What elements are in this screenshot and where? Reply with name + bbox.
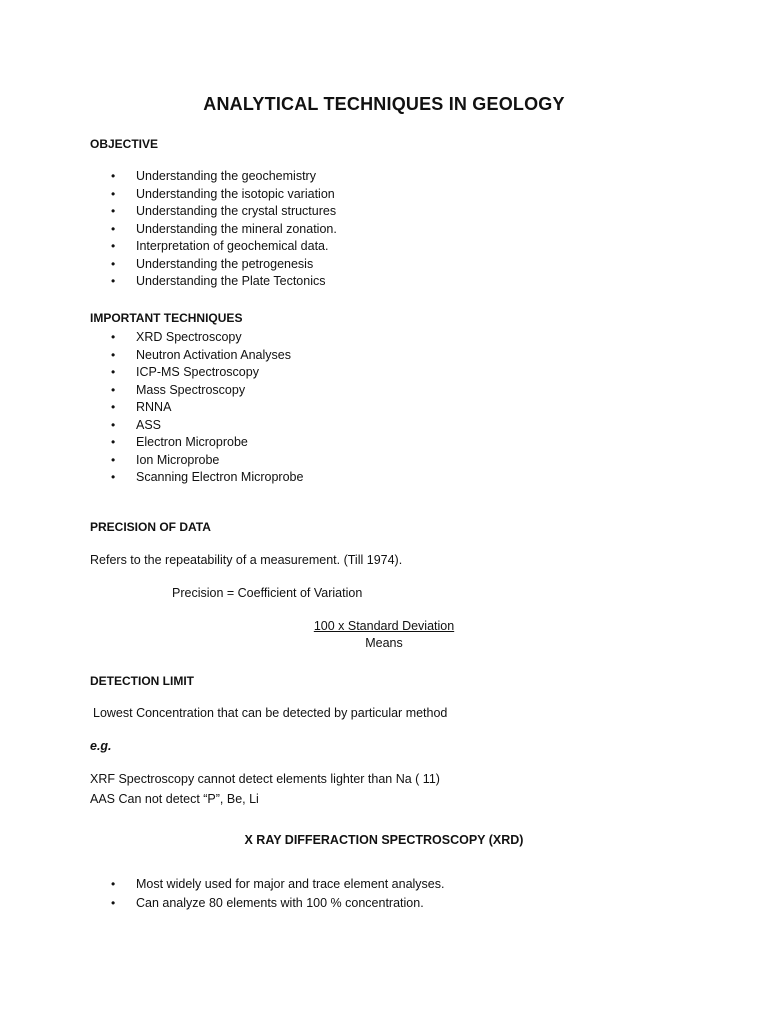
list-item: • Understanding the mineral zonation. bbox=[0, 221, 337, 239]
list-item: • ICP-MS Spectroscopy bbox=[0, 364, 303, 382]
bullet-icon: • bbox=[111, 169, 116, 183]
bullet-icon: • bbox=[111, 877, 116, 891]
example-line-1: XRF Spectroscopy cannot detect elements lighter than Na ( 11) bbox=[90, 772, 440, 786]
bullet-icon: • bbox=[111, 896, 116, 910]
list-item: • ASS bbox=[0, 417, 303, 435]
example-label: e.g. bbox=[90, 739, 112, 753]
techniques-list bbox=[0, 329, 303, 487]
bullet-icon: • bbox=[111, 330, 116, 344]
objective-heading: OBJECTIVE bbox=[90, 137, 159, 151]
list-item: • Understanding the crystal structures bbox=[0, 203, 337, 221]
bullet-icon: • bbox=[111, 186, 116, 201]
bullet-icon: • bbox=[111, 204, 116, 218]
techniques-heading: IMPORTANT TECHNIQUES bbox=[90, 311, 243, 325]
detection-heading: DETECTION LIMIT bbox=[90, 674, 194, 688]
bullet-icon: • bbox=[111, 417, 116, 432]
bullet-icon: • bbox=[111, 239, 116, 253]
precision-definition: Refers to the repeatability of a measurement. (Till 1974). bbox=[90, 553, 403, 567]
bullet-icon: • bbox=[111, 382, 116, 397]
detection-definition: Lowest Concentration that can be detected by particular method bbox=[93, 706, 448, 720]
list-item: • RNNA bbox=[0, 399, 303, 417]
xrd-heading: X RAY DIFFERACTION SPECTROSCOPY (XRD) bbox=[244, 833, 524, 847]
document-title: ANALYTICAL TECHNIQUES IN GEOLOGY bbox=[203, 94, 565, 114]
list-item: • Scanning Electron Microprobe bbox=[0, 469, 303, 487]
bullet-icon: • bbox=[111, 452, 116, 467]
formula-numerator: 100 x Standard Deviation bbox=[313, 619, 455, 633]
bullet-icon: • bbox=[111, 435, 116, 449]
list-item: • Neutron Activation Analyses bbox=[0, 347, 303, 365]
bullet-icon: • bbox=[111, 221, 116, 236]
bullet-icon: • bbox=[111, 347, 116, 362]
list-item: • Mass Spectroscopy bbox=[0, 382, 303, 400]
list-item: • Understanding the Plate Tectonics bbox=[0, 273, 337, 291]
precision-equation: Precision = Coefficient of Variation bbox=[172, 586, 363, 600]
list-item: • XRD Spectroscopy bbox=[0, 329, 303, 347]
list-item: • Understanding the geochemistry bbox=[0, 168, 337, 186]
bullet-icon: • bbox=[111, 256, 116, 271]
bullet-icon: • bbox=[111, 400, 116, 414]
list-item: • Can analyze 80 elements with 100 % concentration. bbox=[0, 894, 444, 913]
xrd-list bbox=[0, 875, 444, 913]
list-item: • Electron Microprobe bbox=[0, 434, 303, 452]
list-item: • Most widely used for major and trace element analyses. bbox=[0, 875, 444, 894]
list-item: • Interpretation of geochemical data. bbox=[0, 238, 337, 256]
example-line-2: AAS Can not detect “P”, Be, Li bbox=[90, 792, 259, 806]
precision-heading: PRECISION OF DATA bbox=[90, 520, 211, 534]
list-item: • Understanding the petrogenesis bbox=[0, 256, 337, 274]
bullet-icon: • bbox=[111, 365, 116, 379]
formula-denominator: Means bbox=[365, 636, 403, 650]
bullet-icon: • bbox=[111, 470, 116, 484]
list-item: • Understanding the isotopic variation bbox=[0, 186, 337, 204]
list-item: • Ion Microprobe bbox=[0, 452, 303, 470]
bullet-icon: • bbox=[111, 274, 116, 288]
objective-list bbox=[0, 168, 337, 291]
